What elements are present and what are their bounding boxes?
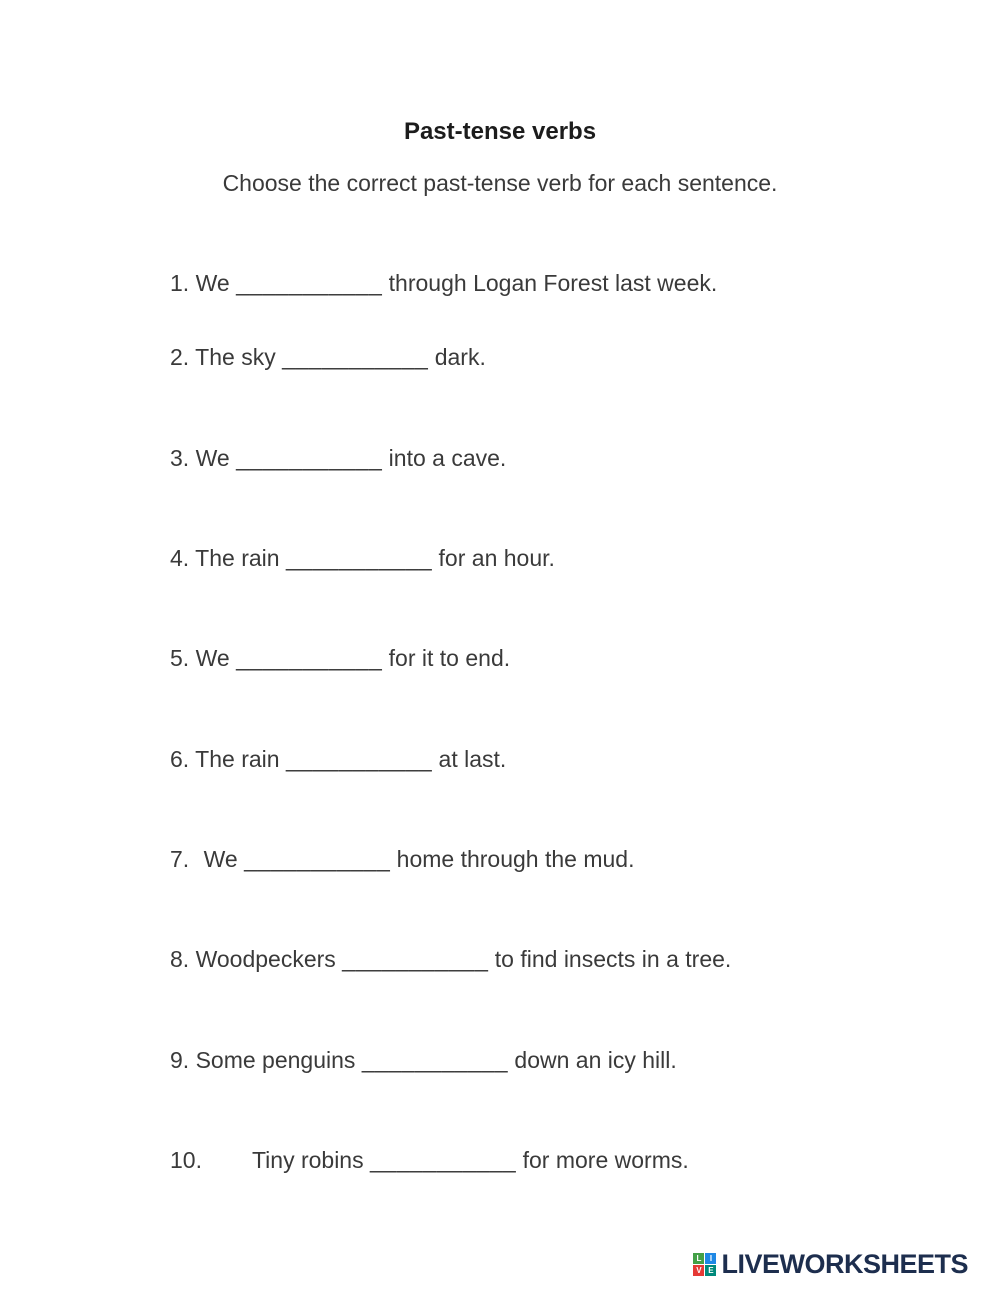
question-number: 7. (170, 846, 190, 872)
question-row-7 (170, 844, 635, 874)
question-number: 10. (170, 1147, 202, 1173)
liveworksheets-logo-icon (693, 1253, 716, 1276)
answer-blank[interactable]: ___________ (282, 344, 429, 370)
question-text-after: for an hour. (438, 545, 555, 571)
question-text-after: home through the mud. (396, 846, 635, 872)
answer-blank[interactable]: ___________ (285, 746, 433, 772)
question-number: 1. (170, 270, 190, 296)
question-row-10 (170, 1145, 689, 1175)
worksheet-title: Past-tense verbs (403, 118, 597, 145)
answer-blank[interactable]: ___________ (285, 545, 433, 571)
logo-cell-i: I (705, 1253, 716, 1264)
logo-cell-l: L (693, 1253, 704, 1264)
question-row-6 (170, 744, 506, 774)
question-text-before: Some penguins (195, 1047, 356, 1073)
question-number: 6. (170, 746, 190, 772)
question-text-after: down an icy hill. (514, 1047, 677, 1073)
question-text-after: at last. (438, 746, 507, 772)
question-text-after: for more worms. (522, 1147, 689, 1173)
question-row-3 (170, 443, 506, 473)
question-text-before: We (195, 270, 230, 296)
answer-blank[interactable]: ___________ (361, 1047, 509, 1073)
question-text-before: We (195, 445, 230, 471)
question-row-5 (170, 643, 510, 673)
question-number: 4. (170, 545, 190, 571)
question-text-after: through Logan Forest last week. (388, 270, 718, 296)
logo-cell-e: E (705, 1265, 716, 1276)
question-row-2 (170, 342, 486, 372)
question-number: 2. (170, 344, 190, 370)
answer-blank[interactable]: ___________ (244, 846, 391, 872)
question-text-before: Woodpeckers (195, 946, 336, 972)
answer-blank[interactable]: ___________ (342, 946, 489, 972)
question-row-1 (170, 268, 717, 298)
question-row-9 (170, 1045, 677, 1075)
answer-blank[interactable]: ___________ (370, 1147, 517, 1173)
question-text-before: Tiny robins (251, 1147, 364, 1173)
answer-blank[interactable]: ___________ (236, 645, 383, 671)
question-text-before: We (195, 645, 230, 671)
question-number: 5. (170, 645, 190, 671)
question-number: 9. (170, 1047, 190, 1073)
question-text-after: into a cave. (388, 445, 507, 471)
logo-cell-v: V (693, 1265, 704, 1276)
question-text-after: dark. (434, 344, 486, 370)
question-number: 8. (170, 946, 190, 972)
footer (693, 1249, 968, 1280)
question-text-after: for it to end. (388, 645, 511, 671)
question-row-8 (170, 944, 731, 974)
question-number: 3. (170, 445, 190, 471)
question-text-before: The sky (195, 344, 276, 370)
answer-blank[interactable]: ___________ (236, 270, 383, 296)
liveworksheets-wordmark: LIVEWORKSHEETS (721, 1249, 968, 1279)
answer-blank[interactable]: ___________ (236, 445, 383, 471)
question-text-before: The rain (195, 545, 280, 571)
question-text-before: The rain (195, 746, 280, 772)
question-row-4 (170, 543, 555, 573)
question-text-before: We (203, 846, 238, 872)
question-text-after: to find insects in a tree. (494, 946, 732, 972)
worksheet-instruction: Choose the correct past-tense verb for each sentence. (222, 170, 778, 196)
